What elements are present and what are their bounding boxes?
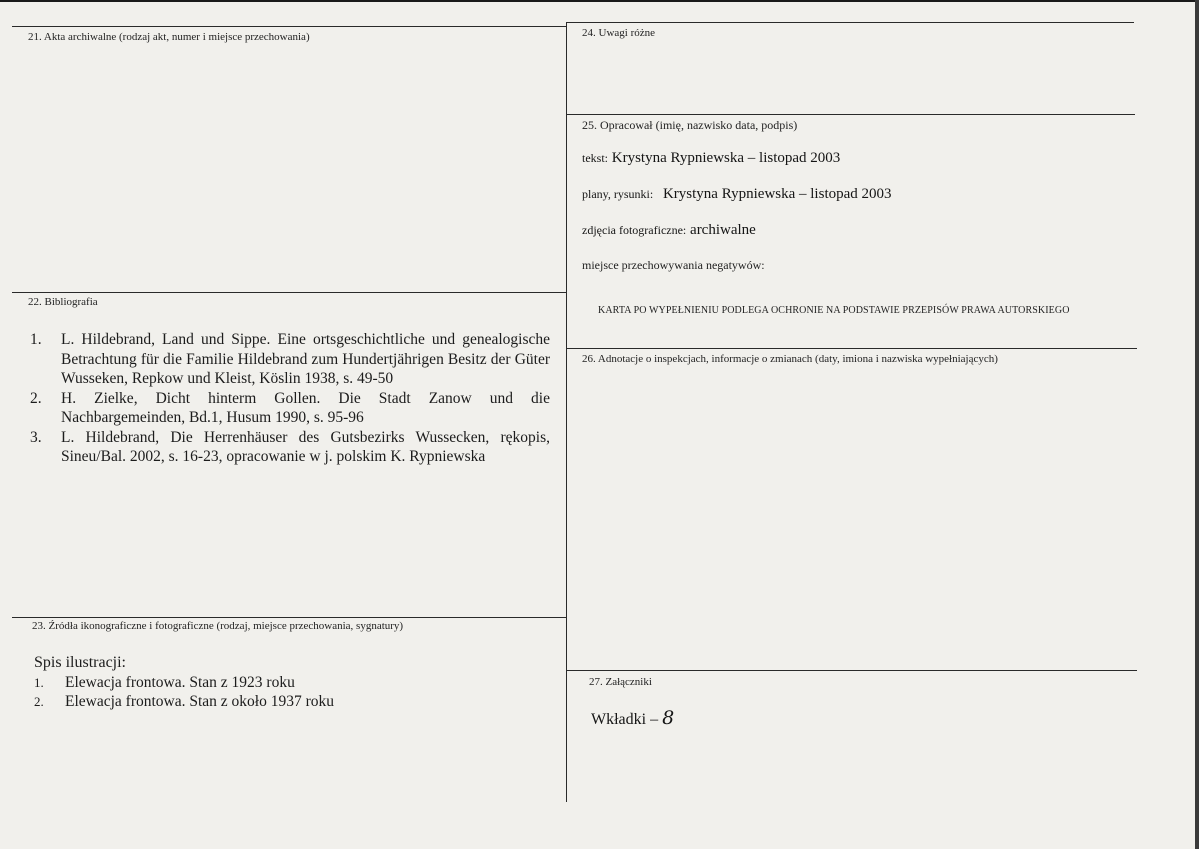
rule-23 bbox=[12, 617, 566, 618]
copyright-notice: KARTA PO WYPEŁNIENIU PODLEGA OCHRONIE NA PODSTAWIE PRZEPISÓW PRAWA AUTORSKIEGO bbox=[598, 305, 1070, 316]
wkladki-handwritten-value: 8 bbox=[662, 707, 675, 729]
tekst-label: tekst: bbox=[582, 151, 608, 165]
scan-top-edge bbox=[0, 0, 1199, 2]
tekst-row bbox=[582, 150, 840, 167]
bibliography-list bbox=[30, 330, 550, 467]
zdjecia-value: archiwalne bbox=[690, 222, 756, 238]
bibliography-item-number: 3. bbox=[30, 428, 42, 446]
top-rule-right bbox=[567, 22, 1134, 23]
illustration-item-number: 2. bbox=[34, 694, 44, 709]
rule-25 bbox=[567, 114, 1135, 115]
bibliography-item-3 bbox=[30, 428, 550, 467]
section-23-label: 23. Źródła ikonograficzne i fotograficzne (rodzaj, miejsce przechowania, sygnatury) bbox=[32, 620, 404, 632]
zdjecia-label: zdjęcia fotograficzne: bbox=[582, 223, 687, 237]
plany-row bbox=[582, 186, 892, 203]
bibliography-item-number: 1. bbox=[30, 331, 42, 348]
wkladki-label: Wkładki – bbox=[591, 711, 659, 728]
rule-22 bbox=[12, 292, 566, 293]
tekst-value: Krystyna Rypniewska – listopad 2003 bbox=[611, 150, 841, 166]
section-25-label: 25. Opracował (imię, nazwisko data, podpis) bbox=[582, 118, 798, 132]
illustration-item-text: Elewacja frontowa. Stan z około 1937 roku bbox=[65, 693, 335, 710]
bibliography-item-number: 2. bbox=[30, 389, 42, 407]
section-27-label: 27. Załączniki bbox=[589, 676, 652, 688]
rule-27 bbox=[567, 670, 1137, 671]
illustrations-list bbox=[34, 653, 334, 711]
illustration-item-text: Elewacja frontowa. Stan z 1923 roku bbox=[65, 674, 295, 691]
wkladki-row bbox=[591, 707, 674, 729]
illustration-item-2 bbox=[34, 692, 334, 711]
plany-value: Krystyna Rypniewska – listopad 2003 bbox=[662, 186, 892, 202]
top-rule-left bbox=[12, 26, 567, 27]
column-divider bbox=[566, 22, 567, 802]
bibliography-item-2 bbox=[30, 389, 550, 428]
section-26-label: 26. Adnotacje o inspekcjach, informacje o zmianach (daty, imiona i nazwiska wypełniających) bbox=[582, 353, 998, 365]
illustrations-heading: Spis ilustracji: bbox=[34, 654, 126, 671]
section-21-label: 21. Akta archiwalne (rodzaj akt, numer i miejsce przechowania) bbox=[28, 31, 310, 43]
bibliography-item-text: L. Hildebrand, Land und Sippe. Eine ortsgeschichtliche und genealogische Betrachtung für die Familie Hildebrand zum Hundertjährigen Besitz der Güter Wusseken, Repkow und Kleist, Köslin 1938, s. 49-50 bbox=[61, 331, 550, 387]
bibliography-item-text: H. Zielke, Dicht hinterm Gollen. Die Stadt Zanow und die Nachbargemeinden, Bd.1, Husum 1990, s. 95-96 bbox=[61, 389, 550, 426]
illustration-item-number: 1. bbox=[34, 675, 44, 690]
bibliography-item-text: L. Hildebrand, Die Herrenhäuser des Gutsbezirks Wussecken, rękopis, Sineu/Bal. 2002, s. 16-23, opracowanie w j. polskim K. Rypniewska bbox=[61, 428, 550, 465]
section-22-label: 22. Bibliografia bbox=[28, 296, 98, 308]
scan-right-edge bbox=[1195, 0, 1199, 849]
bibliography-item-1 bbox=[30, 330, 550, 389]
illustration-item-1 bbox=[34, 673, 334, 692]
plany-label: plany, rysunki: bbox=[582, 187, 654, 201]
rule-26 bbox=[567, 348, 1137, 349]
zdjecia-row bbox=[582, 222, 756, 239]
miejsce-label: miejsce przechowywania negatywów: bbox=[582, 258, 765, 272]
section-24-label: 24. Uwagi różne bbox=[582, 27, 656, 39]
